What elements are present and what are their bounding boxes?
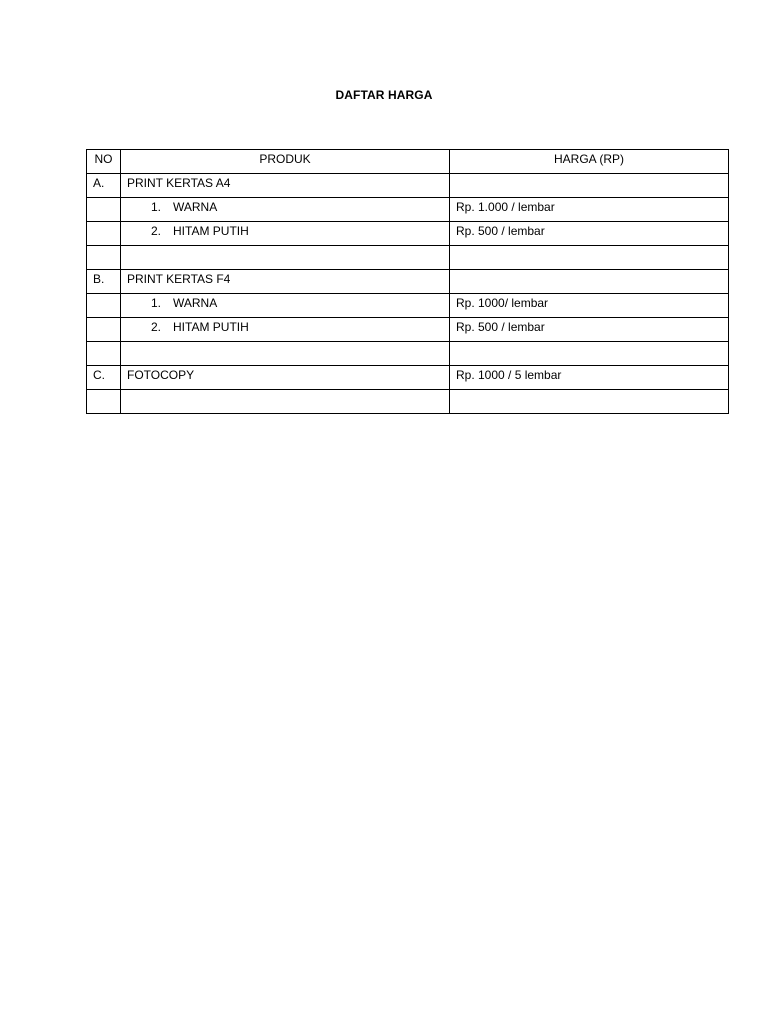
list-item-text: HITAM PUTIH: [173, 224, 249, 238]
table-row: [87, 270, 729, 294]
cell-produk: [121, 198, 450, 222]
cell-harga: Rp. 1000 / 5 lembar: [450, 366, 729, 390]
cell-no: [87, 246, 121, 270]
cell-produk: [121, 246, 450, 270]
cell-produk: [121, 294, 450, 318]
cell-harga: [450, 390, 729, 414]
list-number: 2.: [151, 224, 162, 238]
table-row: [87, 366, 729, 390]
header-harga: HARGA (RP): [450, 150, 729, 174]
cell-no: A.: [87, 174, 121, 198]
cell-harga: Rp. 1.000 / lembar: [450, 198, 729, 222]
header-no: NO: [87, 150, 121, 174]
list-number: 2.: [151, 320, 162, 334]
table-row: [87, 318, 729, 342]
cell-no: [87, 294, 121, 318]
cell-no: [87, 390, 121, 414]
cell-no: [87, 342, 121, 366]
cell-no: [87, 318, 121, 342]
cell-harga: [450, 246, 729, 270]
list-item-text: WARNA: [173, 200, 218, 214]
cell-produk: [121, 222, 450, 246]
cell-produk: [121, 342, 450, 366]
list-number: 1.: [151, 296, 162, 310]
cell-no: [87, 198, 121, 222]
table-row: [87, 222, 729, 246]
table-header-row: [87, 150, 729, 174]
table-row: [87, 198, 729, 222]
cell-no: B.: [87, 270, 121, 294]
cell-produk: [121, 390, 450, 414]
cell-no: [87, 222, 121, 246]
table-row: [87, 246, 729, 270]
page-title: DAFTAR HARGA: [335, 88, 433, 102]
cell-produk: PRINT KERTAS A4: [121, 174, 450, 198]
cell-harga: Rp. 500 / lembar: [450, 318, 729, 342]
cell-no: C.: [87, 366, 121, 390]
header-produk: PRODUK: [121, 150, 450, 174]
table-row: [87, 174, 729, 198]
table-row: [87, 342, 729, 366]
table-row: [87, 390, 729, 414]
price-table: [86, 149, 729, 414]
cell-produk: FOTOCOPY: [121, 366, 450, 390]
list-item-text: HITAM PUTIH: [173, 320, 249, 334]
cell-produk: [121, 318, 450, 342]
cell-harga: Rp. 1000/ lembar: [450, 294, 729, 318]
table-row: [87, 294, 729, 318]
cell-produk: PRINT KERTAS F4: [121, 270, 450, 294]
list-item-text: WARNA: [173, 296, 218, 310]
cell-harga: [450, 270, 729, 294]
cell-harga: [450, 174, 729, 198]
list-number: 1.: [151, 200, 162, 214]
cell-harga: Rp. 500 / lembar: [450, 222, 729, 246]
cell-harga: [450, 342, 729, 366]
